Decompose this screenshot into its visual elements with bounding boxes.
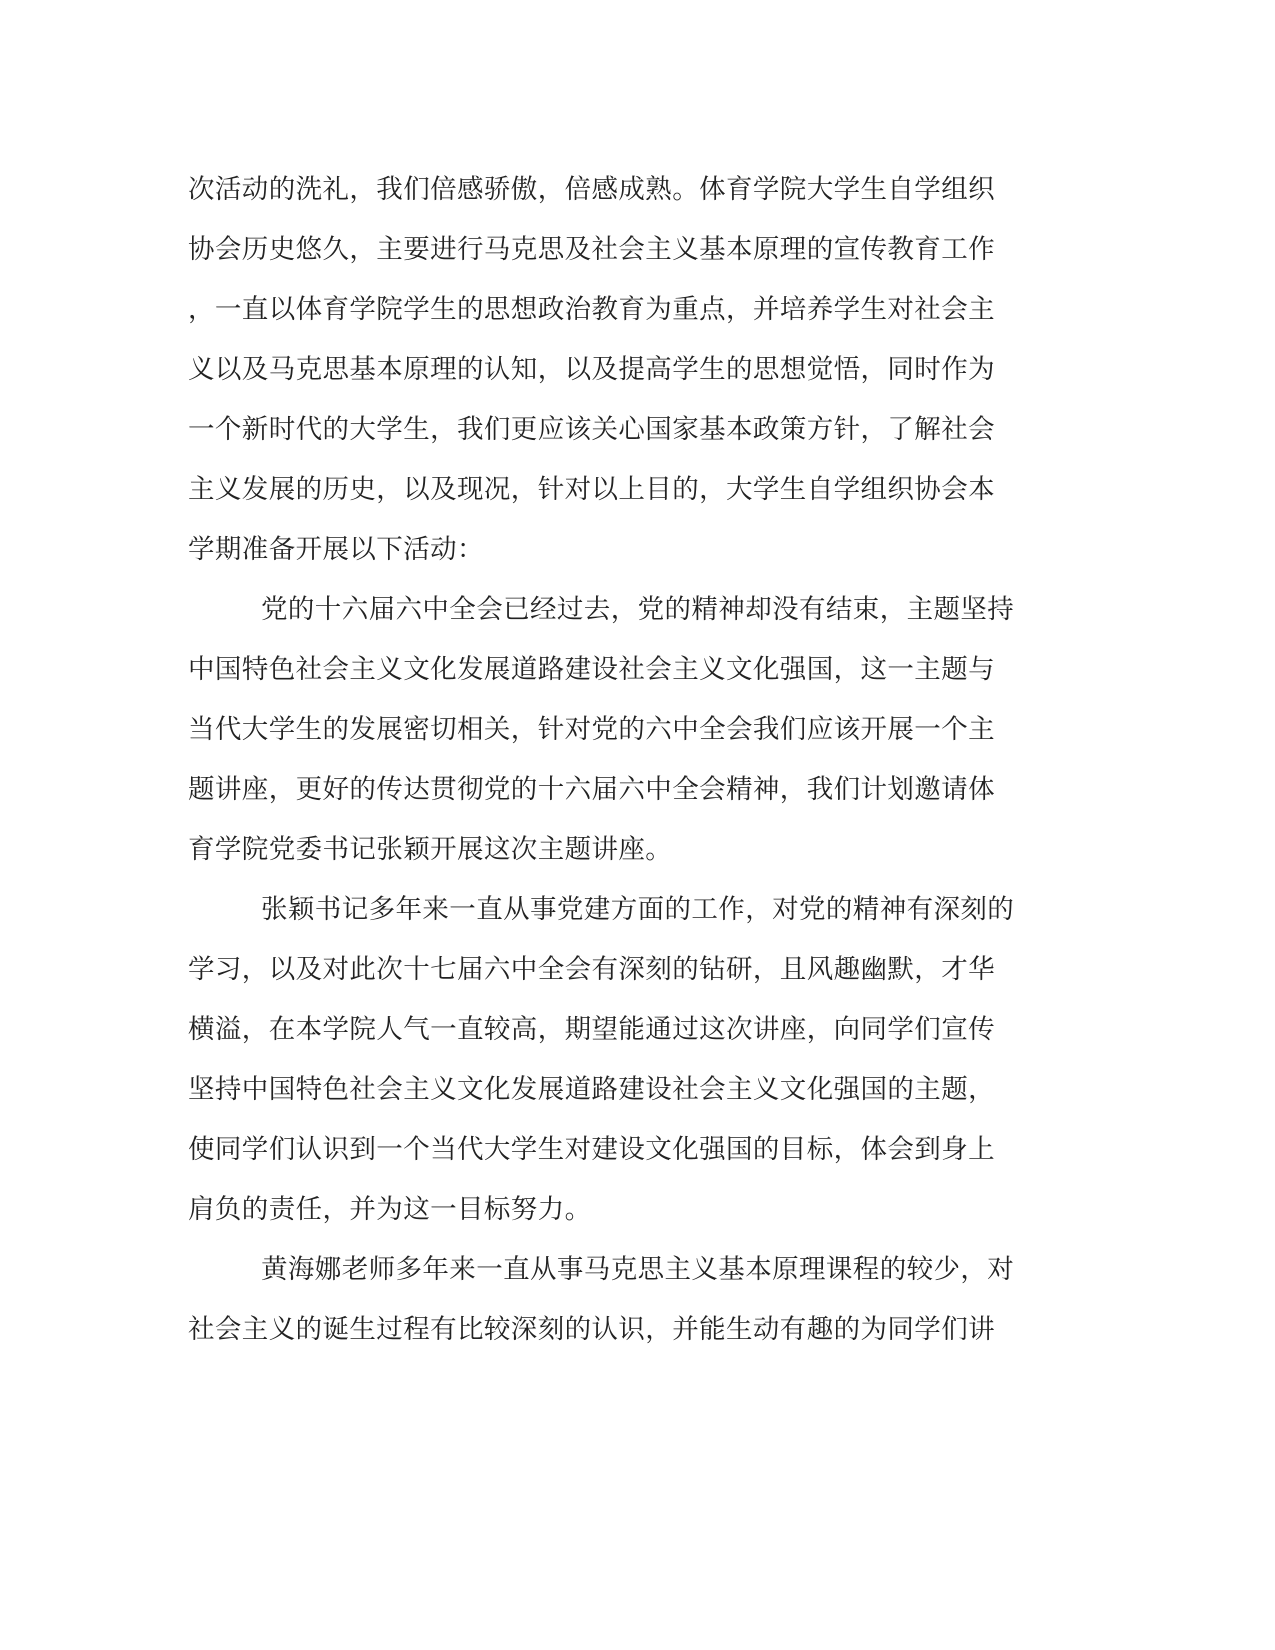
- text-line: 肩负的责任，并为这一目标努力。: [188, 1194, 592, 1225]
- text-line: 当代大学生的发展密切相关，针对党的六中全会我们应该开展一个主: [188, 714, 995, 745]
- text-line: 协会历史悠久，主要进行马克思及社会主义基本原理的宣传教育工作: [188, 234, 995, 265]
- paragraph-first-line: 张颖书记多年来一直从事党建方面的工作，对党的精神有深刻的: [261, 894, 1015, 925]
- text-line: 坚持中国特色社会主义文化发展道路建设社会主义文化强国的主题，: [188, 1074, 995, 1105]
- text-line: 学期准备开展以下活动：: [188, 534, 484, 565]
- text-line: 中国特色社会主义文化发展道路建设社会主义文化强国，这一主题与: [188, 654, 995, 685]
- text-line: 使同学们认识到一个当代大学生对建设文化强国的目标，体会到身上: [188, 1134, 995, 1165]
- text-line: ，一直以体育学院学生的思想政治教育为重点，并培养学生对社会主: [188, 294, 995, 325]
- text-line: 题讲座，更好的传达贯彻党的十六届六中全会精神，我们计划邀请体: [188, 774, 995, 805]
- text-line: 次活动的洗礼，我们倍感骄傲，倍感成熟。体育学院大学生自学组织: [188, 174, 995, 205]
- text-line: 社会主义的诞生过程有比较深刻的认识，并能生动有趣的为同学们讲: [188, 1314, 995, 1345]
- text-line: 义以及马克思基本原理的认知，以及提高学生的思想觉悟，同时作为: [188, 354, 995, 385]
- document-body: [188, 160, 1068, 1360]
- text-line: 学习，以及对此次十七届六中全会有深刻的钻研，且风趣幽默，才华: [188, 954, 995, 985]
- text-line: 主义发展的历史，以及现况，针对以上目的，大学生自学组织协会本: [188, 474, 995, 505]
- paragraph-first-line: 党的十六届六中全会已经过去，党的精神却没有结束，主题坚持: [261, 594, 1015, 625]
- text-line: 横溢，在本学院人气一直较高，期望能通过这次讲座，向同学们宣传: [188, 1014, 995, 1045]
- paragraph-first-line: 黄海娜老师多年来一直从事马克思主义基本原理课程的较少，对: [261, 1254, 1015, 1285]
- text-line: 一个新时代的大学生，我们更应该关心国家基本政策方针，了解社会: [188, 414, 995, 445]
- text-line: 育学院党委书记张颖开展这次主题讲座。: [188, 834, 673, 865]
